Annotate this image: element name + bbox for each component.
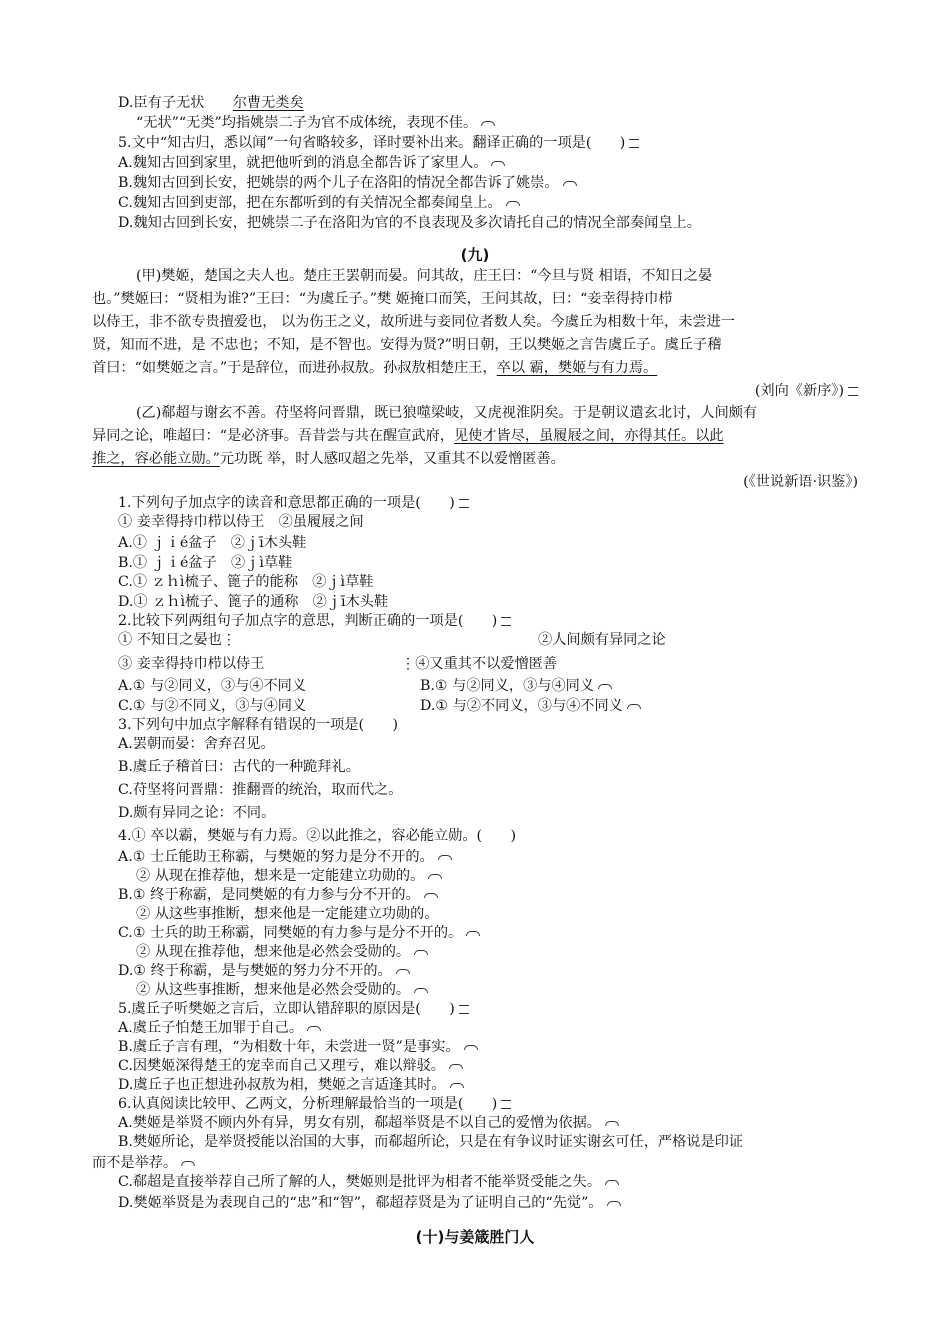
q5-option-c: C.因樊姬深得楚王的宠幸而自己又理亏，难以辩驳。 — [118, 1056, 463, 1076]
prev-explanation: “无状”“无类”均指姚崇二子为官不成体统，表现不佳。 — [136, 113, 495, 133]
prev-q5-option-d: D.魏知古回到长安，把姚崇二子在洛阳为官的不良表现及多次请托自己的情况全部奏闻皇上。 — [118, 215, 701, 231]
prev-q5-option-c: C.魏知古回到吏部，把在东都听到的有关情况全都奏闻皇上。 — [118, 193, 520, 213]
q4-option-d1: D.① 终于称霸，是与樊姬的努力分不开的。 — [118, 961, 410, 981]
q6-option-d: D.樊姬举贤是为表现自己的“忠”和“智”，郗超荐贤是为了证明自己的“先觉”。 — [118, 1193, 621, 1213]
prev-q5-option-b: B.魏知古回到长安，把姚崇的两个儿子在洛阳的情况全都告诉了姚崇。 — [118, 173, 577, 193]
underlined-sentence: 卒以 霸，樊姬与有力焉。 — [496, 360, 658, 376]
q2-row-1: ① 不知日之晏也⋮ ②人间颇有异同之论 — [118, 632, 666, 648]
q2-options-ab: A.① 与②同义，③与④不同义 B.① 与②同义，③与④同义 — [118, 676, 306, 696]
q1-option-d: D.① ｚｈì梳子、篦子的通称 ②ｊī木头鞋 — [118, 594, 389, 610]
passage-jia-line: (甲)樊姬，楚国之夫人也。楚庄王罢朝而晏。问其故，庄王曰：“今旦与贤 相语，不知日之晏 — [136, 268, 713, 284]
option-d-text-b: 尔曹无类矣 — [232, 95, 304, 111]
underlined-sentence: 推之，容必能立勋。” — [92, 451, 220, 467]
option-d-text: D.臣有子无状 — [118, 95, 205, 111]
passage-jia-line: 以侍王，非不欲专贵擅爱也， 以为伤王之义，故所进与妾同位者数人矣。今虞丘为相数十年，未尝进一 — [92, 314, 735, 330]
q1-items: ① 妾幸得持巾栉以侍王 ②虽履屐之间 — [118, 514, 364, 530]
q6-option-b-cont: 而不是举荐。 — [92, 1153, 195, 1173]
q5-option-b: B.虞丘子言有理，“为相数十年，未尝进一贤”是事实。 — [118, 1037, 478, 1057]
q4-option-d2: ② 从这些事推断，想来他是必然会受勋的。 — [136, 980, 428, 1000]
q5-option-d: D.虞丘子也正想进孙叔敖为相，樊姬之言适逢其时。 — [118, 1075, 464, 1095]
q4-option-a2: ② 从现在推荐他，想来是一定能建立功勋的。 — [136, 866, 442, 886]
prev-q5-option-a: A.魏知古回到家里，就把他听到的消息全都告诉了家里人。 — [118, 153, 505, 173]
q3-option-b: B.虞丘子稽首曰：古代的一种跪拜礼。 — [118, 759, 360, 775]
passage-jia-line: 也。”樊姬曰：“贤相为谁?”王曰：“为虞丘子。”樊 姬掩口而笑，王问其故，曰：“妾幸得持巾栉 — [92, 291, 673, 307]
section-10-title: (十)与姜箴胜门人 — [415, 1228, 535, 1246]
q4-option-a1: A.① 士丘能助王称霸，与樊姬的努力是分不开的。 — [118, 847, 452, 867]
section-9-title: (九) — [460, 246, 490, 264]
q6-option-c: C.郗超是直接举荐自己所了解的人，樊姬则是批评为相者不能举贤受能之失。 — [118, 1172, 619, 1192]
q3-option-c: C.苻坚将问晋鼎：推翻晋的统治，取而代之。 — [118, 782, 403, 798]
q2-stem: 2.比较下列两组句子加点字的意思，判断正确的一项是( ) — [118, 611, 511, 631]
q5-option-a: A.虞丘子怕楚王加罪于自己。 — [118, 1018, 321, 1038]
prev-option-d — [118, 93, 304, 113]
q3-option-a: A.罢朝而晏：舍弃召见。 — [118, 736, 275, 752]
passage-yi-line: 推之，容必能立勋。”元功既 举，时人感叹超之先举，又重其不以爱憎匿善。 — [92, 451, 565, 467]
q2-options-cd: C.① 与②不同义，③与④同义 D.① 与②不同义，③与④不同义 — [118, 696, 306, 716]
q6-option-a: A.樊姬是举贤不顾内外有异，男女有别，郗超举贤是不以自己的爱憎为依据。 — [118, 1113, 619, 1133]
passage-jia-line: 贤，知而不进，是 不忠也；不知，是不智也。安得为贤?”明日朝，王以樊姬之言告虞丘子。虞丘子稽 — [92, 337, 722, 353]
passage-jia-line: 首曰：“如樊姬之言。”于是辞位，而进孙叔敖。孙叔敖相楚庄王，卒以 霸，樊姬与有力焉。 — [92, 360, 658, 376]
source-jia: (刘向《新序》) — [755, 381, 858, 401]
prev-q5-stem: 5.文中“知古归，悉以闻”一句省略较多，译时要补出来。翻译正确的一项是( ) — [118, 133, 639, 153]
q6-option-b: B.樊姬所论，是举贤授能以治国的大事，而郗超所论，只是在有争议时证实谢玄可任，严格说是印证 — [118, 1134, 744, 1150]
q4-option-c2: ② 从现在推荐他，想来他是必然会受勋的。 — [136, 942, 428, 962]
q4-option-c1: C.① 士兵的助王称霸，同樊姬的有力参与是分不开的。 — [118, 923, 480, 943]
q1-option-a: A.① ｊｉé盆子 ②ｊī木头鞋 — [118, 535, 307, 551]
q1-option-b: B.① ｊｉé盆子 ②ｊì草鞋 — [118, 555, 293, 571]
q4-option-b1: B.① 终于称霸，是同樊姬的有力参与分不开的。 — [118, 885, 438, 905]
q4-stem: 4.① 卒以霸，樊姬与有力焉。②以此推之，容必能立勋。( ) — [118, 828, 516, 844]
q1-stem: 1.下列句子加点字的读音和意思都正确的一项是( ) — [118, 493, 469, 513]
q3-stem: 3.下列句中加点字解释有错误的一项是( ) — [118, 717, 398, 733]
passage-yi-line: 异同之论，唯超曰：“是必济事。吾昔尝与共在醒宣武府，见使才皆尽，虽履屐之间，亦得其任。以此 — [92, 428, 724, 444]
source-yi: (《世说新语·识鉴》) — [743, 474, 858, 490]
q2-row-2: ③ 妾幸得持巾栉以侍王 ⋮④又重其不以爱憎匿善 — [118, 656, 558, 672]
q4-option-b2: ② 从这些事推断，想来他是一定能建立功勋的。 — [136, 906, 439, 922]
q3-option-d: D.颇有异同之论：不同。 — [118, 805, 276, 821]
q6-stem: 6.认真阅读比较甲、乙两文，分析理解最恰当的一项是( ) — [118, 1094, 511, 1114]
underlined-sentence: 见使才皆尽，虽履屐之间，亦得其任。以此 — [453, 428, 724, 444]
passage-yi-line: (乙)郗超与谢玄不善。苻坚将问晋鼎，既已狼噬梁岐，又虎视淮阴矣。于是朝议遣玄北讨，人间颇有 — [136, 405, 758, 421]
q1-option-c: C.① ｚｈì梳子、篦子的能称 ②ｊì草鞋 — [118, 574, 374, 590]
q5-stem: 5.虞丘子听樊姬之言后，立即认错辞职的原因是( ) — [118, 999, 469, 1019]
